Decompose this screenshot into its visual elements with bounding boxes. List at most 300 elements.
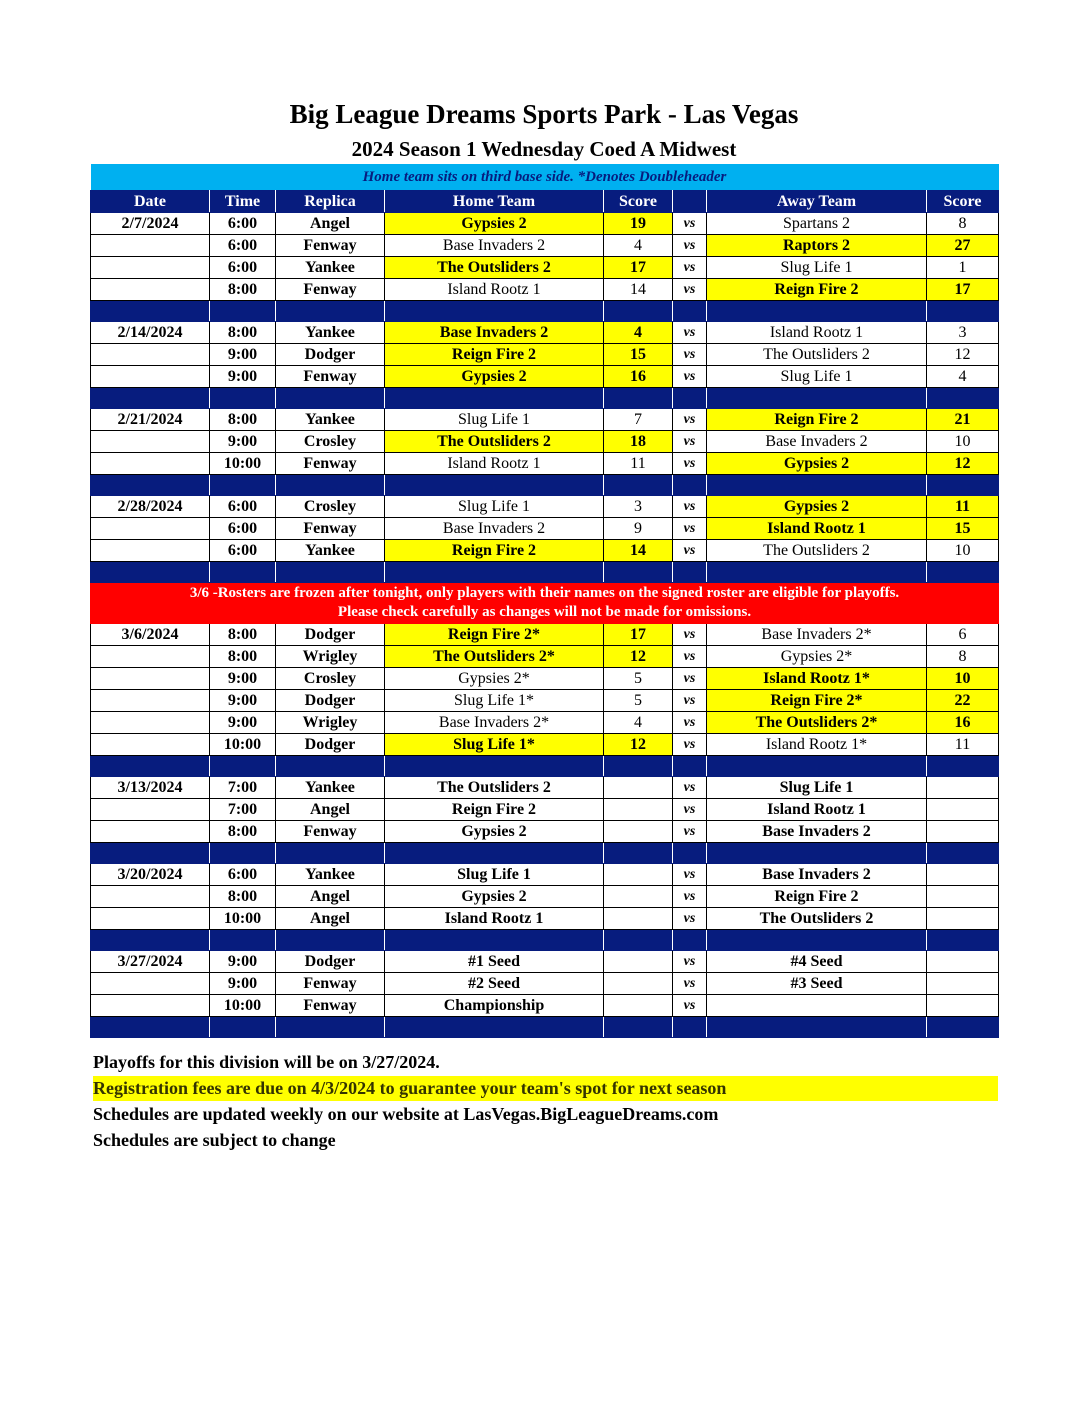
vs-label: vs [673,344,707,366]
home-score: 4 [604,322,673,344]
separator-cell [673,930,707,951]
vs-label: vs [673,668,707,690]
vs-label: vs [673,257,707,279]
home-score: 11 [604,453,673,475]
vs-label: vs [673,864,707,886]
game-replica: Yankee [276,540,385,562]
vs-label: vs [673,973,707,995]
game-row [91,235,999,257]
page-subtitle: 2024 Season 1 Wednesday Coed A Midwest [351,137,737,161]
header-home-team: Home Team [385,191,604,213]
home-score: 4 [604,235,673,257]
separator-cell [210,301,276,322]
home-team: Slug Life 1 [385,496,604,518]
away-score: 22 [927,690,999,712]
game-replica: Angel [276,213,385,235]
vs-label: vs [673,279,707,301]
home-score: 9 [604,518,673,540]
game-row [91,951,999,973]
game-time: 9:00 [210,668,276,690]
separator-cell [91,562,210,583]
home-team: Gypsies 2 [385,886,604,908]
game-time: 6:00 [210,540,276,562]
header-row [91,191,999,213]
game-row [91,518,999,540]
separator-cell [927,301,999,322]
game-row [91,973,999,995]
separator-cell [927,843,999,864]
vs-label: vs [673,690,707,712]
game-date [91,344,210,366]
vs-label: vs [673,213,707,235]
game-row [91,624,999,646]
away-score: 11 [927,496,999,518]
home-team: Slug Life 1 [385,864,604,886]
home-score [604,777,673,799]
roster-alert [91,583,999,624]
game-replica: Yankee [276,257,385,279]
game-replica: Wrigley [276,646,385,668]
home-team: Championship [385,995,604,1017]
separator-cell [673,475,707,496]
game-date: 2/7/2024 [91,213,210,235]
home-team: Reign Fire 2 [385,344,604,366]
separator-cell [276,1017,385,1038]
alert-line: 3/6 -Rosters are frozen after tonight, only players with their names on the signed roster are eligible for playoffs. [189,585,900,601]
away-score: 10 [927,540,999,562]
away-team: The Outsliders 2 [707,540,927,562]
game-time: 10:00 [210,453,276,475]
away-score: 16 [927,712,999,734]
game-replica: Fenway [276,279,385,301]
home-score: 14 [604,540,673,562]
separator-cell [673,388,707,409]
home-score [604,799,673,821]
week-separator [91,301,999,322]
vs-label: vs [673,734,707,756]
separator-cell [385,756,604,777]
game-time: 6:00 [210,213,276,235]
away-team: Base Invaders 2 [707,864,927,886]
game-row [91,366,999,388]
game-date: 3/20/2024 [91,864,210,886]
separator-cell [604,930,673,951]
away-team: Reign Fire 2 [707,886,927,908]
vs-label: vs [673,431,707,453]
game-replica: Crosley [276,431,385,453]
game-replica: Fenway [276,518,385,540]
game-time: 9:00 [210,690,276,712]
game-replica: Angel [276,886,385,908]
game-row [91,712,999,734]
alert-line: Please check carefully as changes will not be made for omissions. [337,604,752,620]
game-row [91,668,999,690]
separator-cell [673,1017,707,1038]
separator-cell [707,562,927,583]
separator-cell [385,930,604,951]
home-team: Slug Life 1 [385,409,604,431]
game-date [91,734,210,756]
separator-cell [276,301,385,322]
header-away-team: Away Team [707,191,927,213]
away-team: Base Invaders 2 [707,431,927,453]
game-time: 8:00 [210,886,276,908]
home-team: The Outsliders 2 [385,431,604,453]
away-score: 17 [927,279,999,301]
home-team: Reign Fire 2 [385,799,604,821]
game-time: 6:00 [210,518,276,540]
separator-cell [385,562,604,583]
separator-cell [91,1017,210,1038]
away-team: The Outsliders 2 [707,344,927,366]
home-team: Slug Life 1* [385,690,604,712]
home-team: Base Invaders 2 [385,235,604,257]
game-date [91,995,210,1017]
game-date: 3/6/2024 [91,624,210,646]
home-team: Gypsies 2* [385,668,604,690]
game-replica: Fenway [276,366,385,388]
game-time: 9:00 [210,431,276,453]
separator-cell [276,388,385,409]
vs-label: vs [673,951,707,973]
away-score [927,821,999,843]
game-replica: Wrigley [276,712,385,734]
game-row [91,908,999,930]
week-separator [91,388,999,409]
game-replica: Dodger [276,734,385,756]
vs-label: vs [673,624,707,646]
vs-label: vs [673,646,707,668]
separator-cell [276,562,385,583]
footer-registration: Registration fees are due on 4/3/2024 to guarantee your team's spot for next season [93,1076,998,1101]
home-score: 4 [604,712,673,734]
game-date [91,431,210,453]
away-score [927,886,999,908]
separator-cell [210,930,276,951]
roster-alert-row [91,583,999,624]
game-replica: Yankee [276,322,385,344]
game-row [91,690,999,712]
separator-cell [604,562,673,583]
game-row [91,540,999,562]
away-score: 3 [927,322,999,344]
vs-label: vs [673,799,707,821]
away-score: 1 [927,257,999,279]
game-time: 10:00 [210,908,276,930]
home-score: 7 [604,409,673,431]
away-team: Spartans 2 [707,213,927,235]
game-row [91,453,999,475]
game-time: 6:00 [210,257,276,279]
away-score: 27 [927,235,999,257]
home-score: 19 [604,213,673,235]
separator-cell [927,930,999,951]
separator-cell [707,301,927,322]
separator-cell [91,756,210,777]
home-team: Reign Fire 2 [385,540,604,562]
game-date [91,518,210,540]
game-date [91,886,210,908]
separator-cell [385,475,604,496]
home-score: 17 [604,257,673,279]
away-score [927,995,999,1017]
separator-cell [91,388,210,409]
separator-cell [210,388,276,409]
vs-label: vs [673,908,707,930]
separator-cell [707,388,927,409]
vs-label: vs [673,995,707,1017]
game-time: 6:00 [210,496,276,518]
game-row [91,864,999,886]
game-replica: Dodger [276,624,385,646]
game-replica: Crosley [276,496,385,518]
separator-cell [673,562,707,583]
away-score: 12 [927,453,999,475]
game-replica: Fenway [276,973,385,995]
game-date: 2/14/2024 [91,322,210,344]
away-team: Island Rootz 1 [707,322,927,344]
vs-label: vs [673,777,707,799]
game-time: 8:00 [210,646,276,668]
game-date: 2/28/2024 [91,496,210,518]
separator-cell [927,388,999,409]
vs-label: vs [673,453,707,475]
game-row [91,886,999,908]
page-title: Big League Dreams Sports Park - Las Vegas [289,99,799,129]
game-time: 8:00 [210,409,276,431]
game-row [91,409,999,431]
home-score: 17 [604,624,673,646]
away-team: Slug Life 1 [707,257,927,279]
away-team: Island Rootz 1* [707,734,927,756]
game-time: 6:00 [210,235,276,257]
vs-label: vs [673,518,707,540]
header-replica: Replica [276,191,385,213]
away-team: Island Rootz 1 [707,799,927,821]
vs-label: vs [673,886,707,908]
vs-label: vs [673,322,707,344]
separator-cell [707,475,927,496]
away-score: 8 [927,646,999,668]
away-team: Reign Fire 2* [707,690,927,712]
header-vs [673,191,707,213]
away-team: Gypsies 2* [707,646,927,668]
game-row [91,213,999,235]
home-team: The Outsliders 2* [385,646,604,668]
separator-cell [276,756,385,777]
home-team: Base Invaders 2 [385,518,604,540]
home-score [604,886,673,908]
separator-cell [210,475,276,496]
game-date [91,799,210,821]
away-score: 21 [927,409,999,431]
game-time: 9:00 [210,344,276,366]
away-score: 4 [927,366,999,388]
away-score: 6 [927,624,999,646]
vs-label: vs [673,712,707,734]
vs-label: vs [673,409,707,431]
separator-cell [927,756,999,777]
game-date [91,908,210,930]
game-date [91,646,210,668]
game-date [91,712,210,734]
game-date [91,821,210,843]
separator-cell [707,756,927,777]
home-team: #1 Seed [385,951,604,973]
home-score: 5 [604,668,673,690]
away-team: Gypsies 2 [707,453,927,475]
game-time: 8:00 [210,624,276,646]
away-team [707,995,927,1017]
separator-cell [210,843,276,864]
separator-cell [210,562,276,583]
away-team: Raptors 2 [707,235,927,257]
vs-label: vs [673,235,707,257]
separator-cell [707,843,927,864]
header-home-score: Score [604,191,673,213]
game-replica: Dodger [276,690,385,712]
away-team: Island Rootz 1 [707,518,927,540]
away-score [927,777,999,799]
week-separator [91,843,999,864]
away-team: The Outsliders 2* [707,712,927,734]
away-team: Reign Fire 2 [707,279,927,301]
game-row [91,821,999,843]
separator-cell [91,930,210,951]
separator-cell [673,301,707,322]
home-score: 5 [604,690,673,712]
home-score [604,908,673,930]
separator-cell [927,475,999,496]
game-date: 2/21/2024 [91,409,210,431]
home-score [604,995,673,1017]
away-score [927,864,999,886]
away-team: Base Invaders 2* [707,624,927,646]
game-row [91,646,999,668]
game-row [91,496,999,518]
home-score: 18 [604,431,673,453]
game-row [91,777,999,799]
separator-cell [385,1017,604,1038]
home-team: Gypsies 2 [385,366,604,388]
game-replica: Angel [276,799,385,821]
separator-cell [210,1017,276,1038]
footer-website: Schedules are updated weekly on our website at LasVegas.BigLeagueDreams.com [93,1104,719,1124]
home-team: Island Rootz 1 [385,279,604,301]
week-separator [91,475,999,496]
game-replica: Dodger [276,344,385,366]
separator-cell [604,1017,673,1038]
game-replica: Fenway [276,235,385,257]
home-team: Base Invaders 2* [385,712,604,734]
game-time: 8:00 [210,322,276,344]
home-team: Slug Life 1* [385,734,604,756]
game-row [91,279,999,301]
game-date [91,540,210,562]
game-time: 6:00 [210,864,276,886]
week-separator [91,1017,999,1038]
separator-cell [276,930,385,951]
separator-cell [604,756,673,777]
away-score: 12 [927,344,999,366]
vs-label: vs [673,821,707,843]
footer-subject: Schedules are subject to change [93,1130,336,1150]
game-date [91,366,210,388]
schedule-table [90,164,999,1038]
game-replica: Dodger [276,951,385,973]
game-replica: Crosley [276,668,385,690]
away-score [927,908,999,930]
game-date [91,453,210,475]
schedule-body [91,164,999,1038]
game-date [91,973,210,995]
game-time: 7:00 [210,777,276,799]
separator-cell [385,388,604,409]
game-row [91,995,999,1017]
game-date [91,668,210,690]
separator-cell [673,843,707,864]
game-row [91,799,999,821]
game-date [91,235,210,257]
separator-cell [276,843,385,864]
separator-cell [604,388,673,409]
home-team: Reign Fire 2* [385,624,604,646]
separator-cell [673,756,707,777]
header-date: Date [91,191,210,213]
separator-cell [385,301,604,322]
game-replica: Angel [276,908,385,930]
home-team: Base Invaders 2 [385,322,604,344]
vs-label: vs [673,540,707,562]
home-team: Island Rootz 1 [385,908,604,930]
game-replica: Fenway [276,453,385,475]
separator-cell [707,930,927,951]
game-time: 8:00 [210,279,276,301]
game-date [91,279,210,301]
vs-label: vs [673,496,707,518]
game-time: 9:00 [210,712,276,734]
separator-cell [210,756,276,777]
separator-cell [707,1017,927,1038]
game-time: 9:00 [210,973,276,995]
separator-cell [385,843,604,864]
game-date [91,690,210,712]
week-separator [91,756,999,777]
game-replica: Yankee [276,777,385,799]
away-team: #3 Seed [707,973,927,995]
away-team: Base Invaders 2 [707,821,927,843]
away-score: 11 [927,734,999,756]
separator-cell [604,301,673,322]
home-score: 3 [604,496,673,518]
home-score [604,951,673,973]
game-time: 9:00 [210,951,276,973]
away-score: 8 [927,213,999,235]
away-score [927,973,999,995]
game-date: 3/13/2024 [91,777,210,799]
game-replica: Yankee [276,864,385,886]
away-team: Reign Fire 2 [707,409,927,431]
game-date: 3/27/2024 [91,951,210,973]
away-score [927,951,999,973]
game-time: 10:00 [210,995,276,1017]
home-score: 16 [604,366,673,388]
home-score: 12 [604,646,673,668]
home-score [604,821,673,843]
separator-cell [91,843,210,864]
away-score: 10 [927,431,999,453]
header-away-score: Score [927,191,999,213]
